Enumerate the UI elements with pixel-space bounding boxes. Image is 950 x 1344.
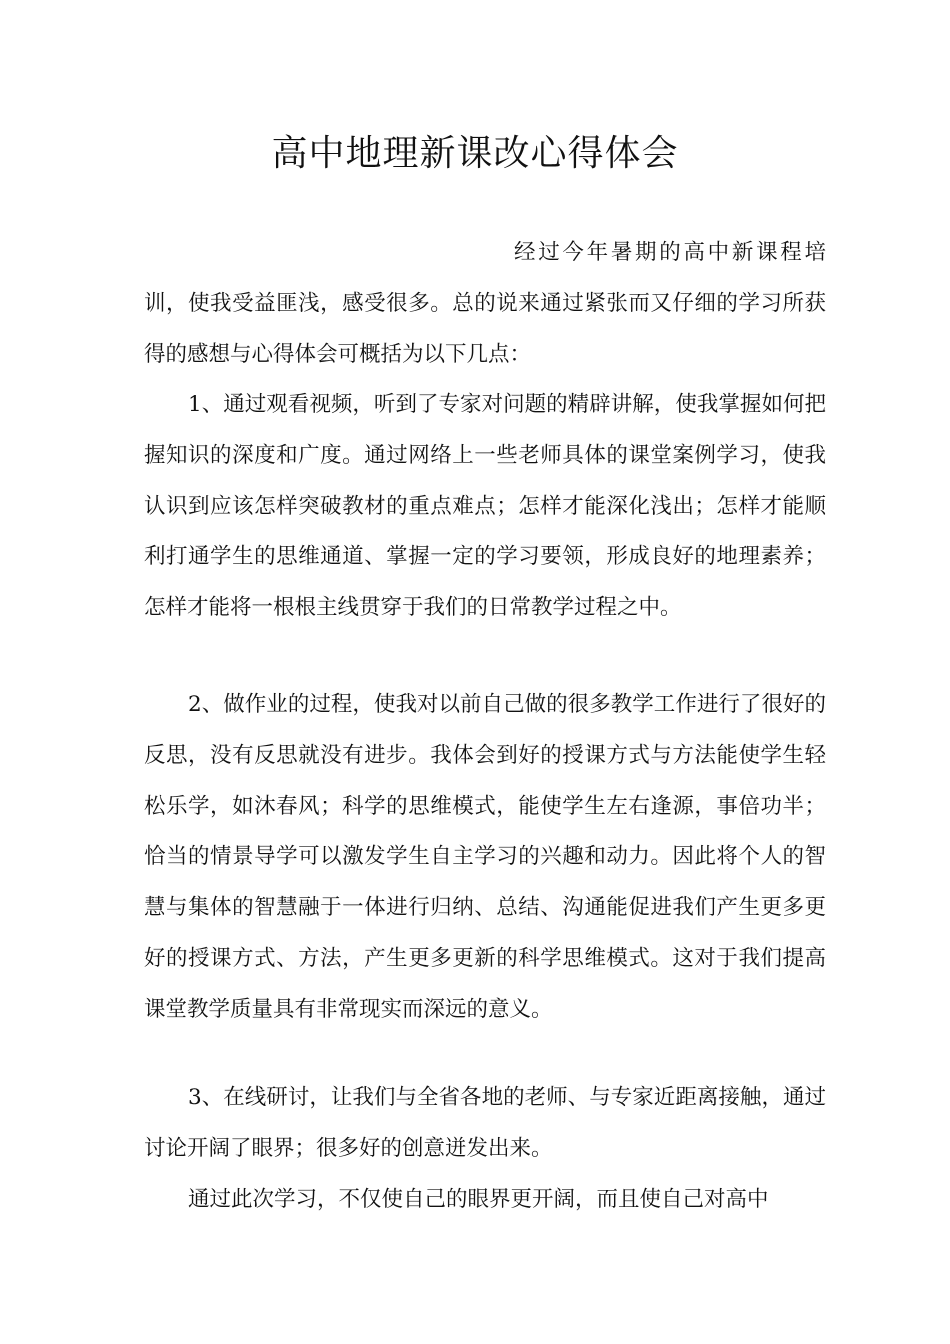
intro-paragraph: 经过今年暑期的高中新课程培训，使我受益匪浅，感受很多。总的说来通过紧张而又仔细的学习所获得的感想与心得体会可概括为以下几点： xyxy=(144,240,826,367)
paragraph-point-3: 3、在线研讨，让我们与全省各地的老师、与专家近距离接触，通过讨论开阔了眼界；很多好的创意迸发出来。 xyxy=(144,1085,826,1161)
paragraph-point-1: 1、通过观看视频，听到了专家对问题的精辟讲解，使我掌握如何把握知识的深度和广度。通过网络上一些老师具体的课堂案例学习，使我认识到应该怎样突破教材的重点难点；怎样才能深化浅出；怎样才能顺利打通学生的思维通道、掌握一定的学习要领，形成良好的地理素养；怎样才能将一根根主线贯穿于我们的日常教学过程之中。 xyxy=(144,392,826,621)
paragraph-point-2: 2、做作业的过程，使我对以前自己做的很多教学工作进行了很好的反思，没有反思就没有进步。我体会到好的授课方式与方法能使学生轻松乐学，如沐春风；科学的思维模式，能使学生左右逢源，事倍功半；恰当的情景导学可以激发学生自主学习的兴趣和动力。因此将个人的智慧与集体的智慧融于一体进行归纳、总结、沟通能促进我们产生更多更好的授课方式、方法，产生更多更新的科学思维模式。这对于我们提高课堂教学质量具有非常现实而深远的意义。 xyxy=(144,692,826,1022)
document-title: 高中地理新课改心得体会 xyxy=(271,133,679,174)
paragraph-conclusion: 通过此次学习，不仅使自己的眼界更开阔，而且使自己对高中 xyxy=(188,1187,769,1212)
